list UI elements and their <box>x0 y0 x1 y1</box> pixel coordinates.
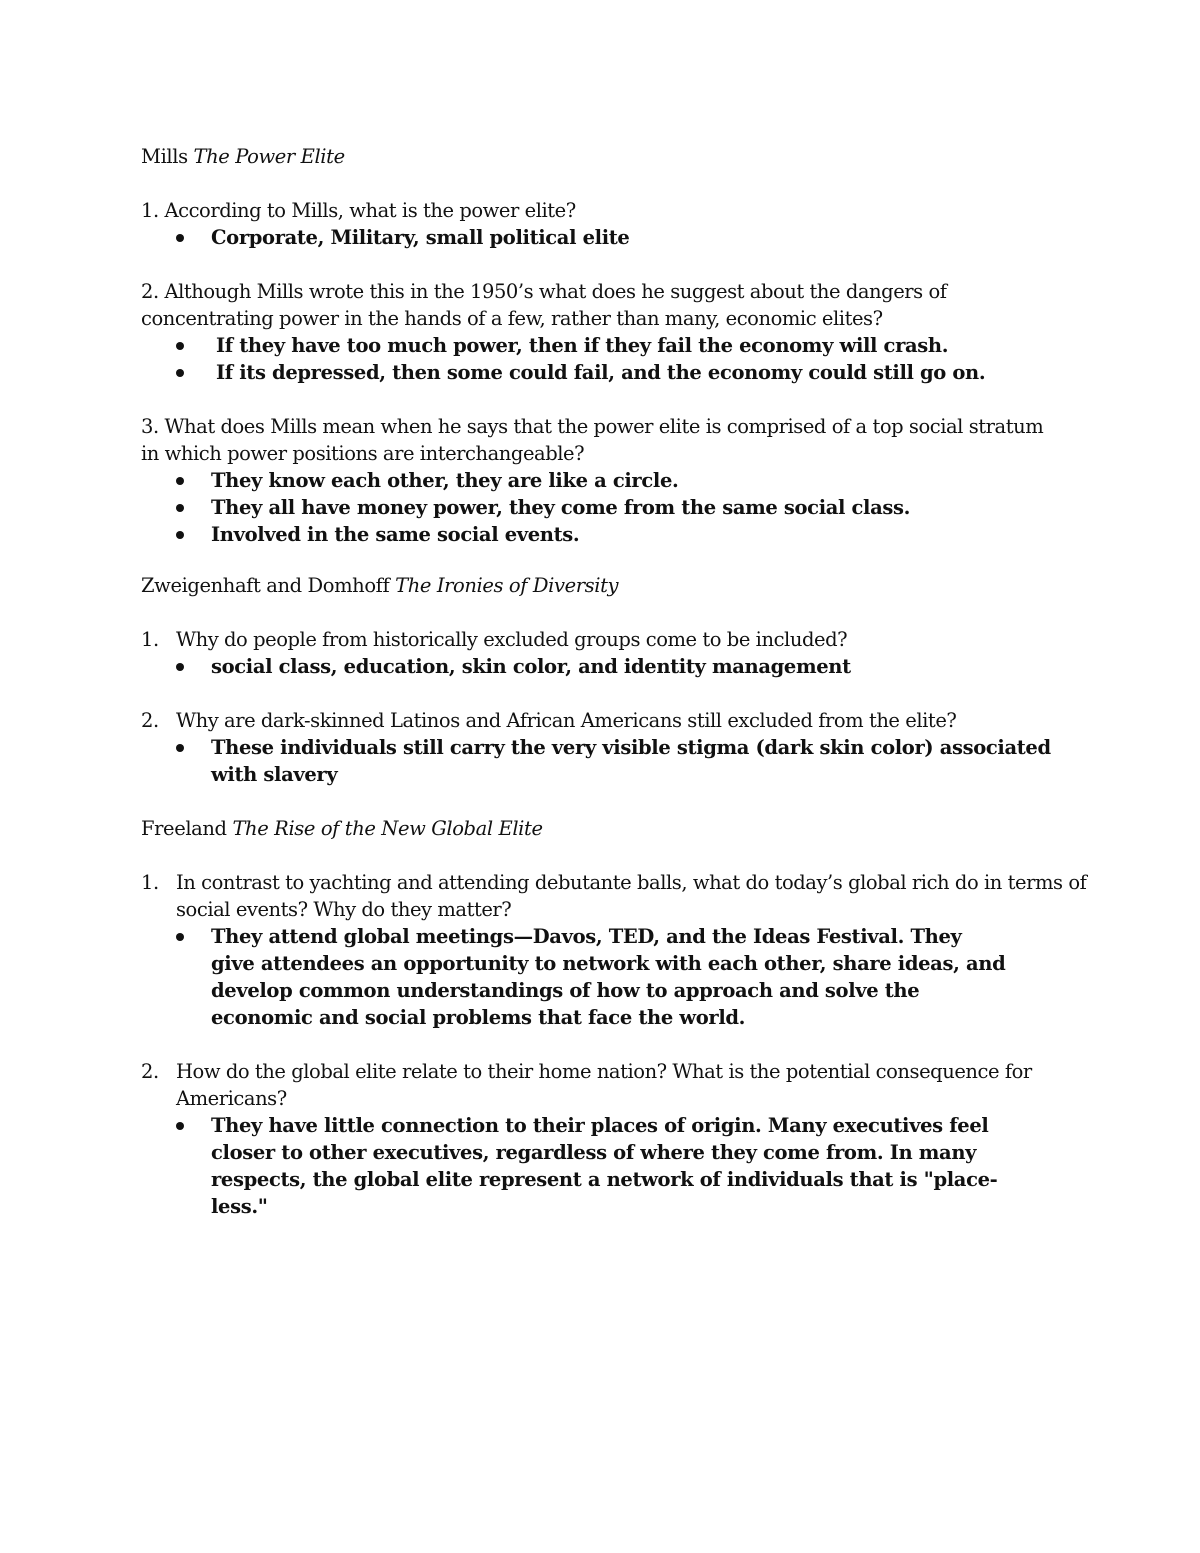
section-title: The Power Elite <box>193 145 345 168</box>
bullet-icon <box>176 531 184 539</box>
bullet-icon <box>176 504 184 512</box>
question-text: Although Mills wrote this in the 1950’s what does he suggest about the dangers of concentrating power in the hands of a few, rather than many, economic elites? <box>141 280 947 330</box>
question-number: 1. <box>141 199 159 222</box>
answer-list <box>141 653 1061 680</box>
bullet-icon <box>176 663 184 671</box>
bullet-icon <box>176 744 184 752</box>
answer-item: They have little connection to their places of origin. Many executives feel closer to other executives, regardless of where they come from. In many respects, the global elite represent a network of individuals that is "place-less." <box>141 1112 1046 1220</box>
question <box>141 869 1091 923</box>
answer-item: Involved in the same social events. <box>141 521 1061 548</box>
question-number: 2. <box>141 1060 159 1083</box>
answer-list <box>141 1112 1046 1220</box>
section-freeland <box>141 815 1087 1220</box>
answer-item: These individuals still carry the very visible stigma (dark skin color) associated with slavery <box>141 734 1061 788</box>
section-title: The Rise of the New Global Elite <box>232 817 543 840</box>
section-heading <box>141 143 1061 170</box>
question-number: 1. <box>141 628 159 651</box>
answer-item: They know each other, they are like a circle. <box>141 467 1061 494</box>
bullet-icon <box>176 234 184 242</box>
section-heading <box>141 572 1061 599</box>
question-text: According to Mills, what is the power elite? <box>164 199 576 222</box>
answer-item: social class, education, skin color, and identity management <box>141 653 1061 680</box>
section-author: Mills <box>141 145 188 168</box>
answer-item: Corporate, Military, small political elite <box>141 224 1061 251</box>
question <box>141 707 1061 734</box>
question <box>141 1058 1071 1112</box>
section-title: The Ironies of Diversity <box>395 574 619 597</box>
section-mills <box>141 143 1061 548</box>
question-text: What does Mills mean when he says that the power elite is comprised of a top social stratum in which power positions are interchangeable? <box>141 415 1044 465</box>
question <box>141 197 1061 224</box>
answer-list <box>141 467 1061 548</box>
section-zweigenhaft-domhoff <box>141 572 1061 788</box>
question <box>141 278 961 332</box>
bullet-icon <box>176 1122 184 1130</box>
answer-item: They all have money power, they come from the same social class. <box>141 494 1061 521</box>
question <box>141 413 1051 467</box>
question-text: How do the global elite relate to their home nation? What is the potential consequence for Americans? <box>176 1060 1032 1110</box>
question-text: Why do people from historically excluded groups come to be included? <box>176 628 848 651</box>
question-number: 1. <box>141 871 159 894</box>
bullet-icon <box>176 933 184 941</box>
question-number: 2. <box>141 280 159 303</box>
section-heading <box>141 815 1061 842</box>
question-text: In contrast to yachting and attending debutante balls, what do today’s global rich do in terms of social events? Why do they matter? <box>176 871 1087 921</box>
answer-item: They attend global meetings—Davos, TED, and the Ideas Festival. They give attendees an opportunity to network with each other, share ideas, and develop common understandings of how to approach and solve the economic and social problems that face the world. <box>141 923 1011 1031</box>
question-number: 3. <box>141 415 159 438</box>
bullet-icon <box>176 369 184 377</box>
answer-list <box>141 734 1061 788</box>
answer-item: If they have too much power, then if they fail the economy will crash. <box>141 332 1061 359</box>
answer-list <box>141 224 1061 251</box>
answer-list <box>141 332 1061 386</box>
answer-item: If its depressed, then some could fail, and the economy could still go on. <box>141 359 1061 386</box>
bullet-icon <box>176 477 184 485</box>
section-author: Freeland <box>141 817 227 840</box>
answer-list <box>141 923 1011 1031</box>
bullet-icon <box>176 342 184 350</box>
question-text: Why are dark-skinned Latinos and African Americans still excluded from the elite? <box>176 709 957 732</box>
question <box>141 626 1061 653</box>
section-author: Zweigenhaft and Domhoff <box>141 574 390 597</box>
question-number: 2. <box>141 709 159 732</box>
